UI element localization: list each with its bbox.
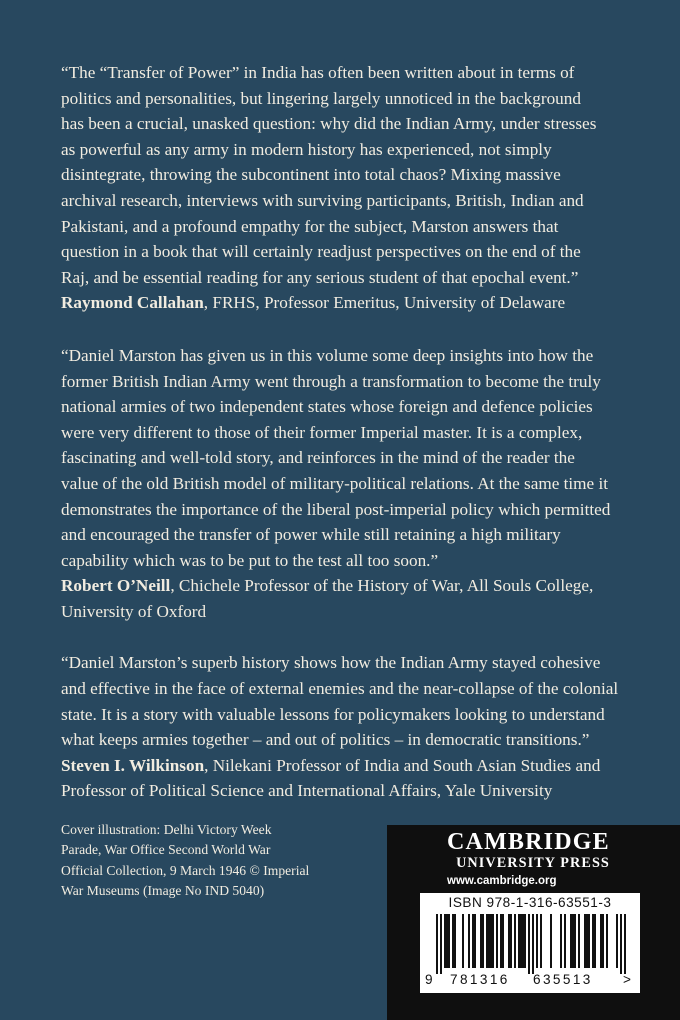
endorser-title: , Nilekani Professor of India and South Asian Studies and	[204, 755, 601, 775]
quote-line: as powerful as any army in modern history has experienced, not simply	[61, 139, 552, 159]
barcode-bar	[452, 914, 456, 968]
credit-line: Cover illustration: Delhi Victory Week	[61, 822, 272, 837]
credit-line: Official Collection, 9 March 1946 © Imperial	[61, 862, 310, 878]
attribution	[61, 573, 631, 599]
barcode-bar	[592, 914, 596, 968]
barcode-bar	[480, 914, 484, 968]
barcode-bar	[462, 914, 464, 968]
barcode-bar	[508, 914, 512, 968]
isbn-label: ISBN 978-1-316-63551-3	[448, 895, 612, 910]
barcode-bar	[496, 914, 498, 968]
endorser-name: Steven I. Wilkinson	[61, 755, 205, 775]
barcode-bar	[564, 914, 566, 968]
publisher-logo-name: CAMBRIDGE	[447, 829, 610, 855]
attribution	[61, 753, 631, 779]
credit-line: Parade, War Office Second World War	[61, 842, 271, 858]
quote-line: politics and personalities, but lingering largely unnoticed in the background	[61, 88, 581, 108]
quote-line: “The “Transfer of Power” in India has often been written about in terms of	[61, 63, 575, 82]
quote-line: national armies of two independent states whose foreign and defence policies	[61, 397, 593, 417]
quote-line: has been a crucial, unasked question: why did the Indian Army, under stresses	[61, 114, 597, 134]
quote-line: demonstrates the importance of the liberal post-imperial policy which permitted	[61, 499, 611, 519]
barcode-bar	[560, 914, 562, 968]
quote-line: Pakistani, and a profound empathy for the subject, Marston answers that	[61, 216, 559, 236]
isbn-barcode	[420, 893, 640, 993]
attribution-continued: Professor of Political Science and International Affairs, Yale University	[61, 781, 553, 801]
barcode-bars-icon	[436, 914, 626, 974]
publisher-logo-sub: UNIVERSITY PRESS	[456, 855, 610, 871]
barcode-bar	[600, 914, 604, 968]
barcode-bar	[570, 914, 576, 968]
barcode-bar	[468, 914, 470, 968]
endorser-name: Robert O’Neill	[61, 576, 171, 596]
quote-line: question in a book that will certainly readjust perspectives on the end of the	[61, 242, 581, 262]
barcode-bar	[624, 914, 626, 974]
barcode-bar	[528, 914, 530, 974]
barcode-bar	[584, 914, 590, 968]
barcode-bar	[518, 914, 526, 968]
barcode-bar	[514, 914, 516, 968]
quote-line: archival research, interviews with surviving participants, British, Indian and	[61, 190, 584, 210]
barcode-first-digit: 9	[425, 972, 433, 987]
endorsement-wilkinson	[61, 650, 631, 804]
barcode-right-digits: 635513	[533, 972, 593, 987]
barcode-bar	[444, 914, 450, 968]
attribution-continued: University of Oxford	[61, 601, 207, 621]
quote-line: and effective in the face of external enemies and the near-collapse of the colonial	[61, 679, 619, 699]
barcode-quiet-zone-marker: >	[623, 972, 631, 987]
barcode-bar	[500, 914, 504, 968]
quote-line: disintegrate, throwing the subcontinent into total chaos? Mixing massive	[61, 165, 561, 185]
credit-line: War Museums (Image No IND 5040)	[61, 883, 265, 899]
barcode-bar	[606, 914, 608, 968]
endorser-title: , FRHS, Professor Emeritus, University of Delaware	[203, 293, 566, 313]
quote-line: fascinating and well-told story, and reinforces in the mind of the reader the	[61, 448, 575, 468]
publisher-website: www.cambridge.org	[447, 875, 557, 887]
quote-line: state. It is a story with valuable lessons for policymakers looking to understand	[61, 704, 605, 724]
quote-line: “Daniel Marston has given us in this volume some deep insights into how the	[61, 345, 594, 365]
endorsements	[61, 60, 631, 804]
barcode-bar	[616, 914, 618, 968]
barcode-bar	[620, 914, 622, 974]
quote-line: capability which was to be put to the test all too soon.”	[61, 550, 439, 570]
quote-line: former British Indian Army went through a transformation to become the truly	[61, 371, 601, 391]
quote-line: value of the old British model of military-political relations. At the same time it	[61, 473, 609, 493]
attribution	[61, 290, 631, 316]
barcode-bar	[578, 914, 580, 968]
quote-line: “Daniel Marston’s superb history shows how the Indian Army stayed cohesive	[61, 653, 601, 673]
barcode-bar	[472, 914, 476, 968]
barcode-bar	[550, 914, 552, 968]
barcode-bar	[536, 914, 538, 968]
quote-line: and encouraged the transfer of power while still retaining a high military	[61, 525, 561, 545]
quote-line: Raj, and be essential reading for any serious student of that epochal event.”	[61, 267, 579, 287]
barcode-bar	[532, 914, 534, 974]
barcode-bar	[540, 914, 542, 968]
barcode-bar	[440, 914, 442, 974]
barcode-bar	[436, 914, 438, 974]
endorsement-callahan	[61, 60, 631, 316]
barcode-left-digits: 781316	[450, 972, 510, 987]
barcode-bar	[486, 914, 494, 968]
endorsement-oneill	[61, 343, 631, 625]
cover-illustration-credit	[61, 820, 316, 902]
quote-line: were very different to those of their former Imperial master. It is a complex,	[61, 422, 583, 442]
endorser-name: Raymond Callahan	[61, 293, 204, 313]
endorser-title: , Chichele Professor of the History of War, All Souls College,	[170, 576, 594, 596]
quote-line: what keeps armies together – and out of politics – in democratic transitions.”	[61, 730, 590, 750]
